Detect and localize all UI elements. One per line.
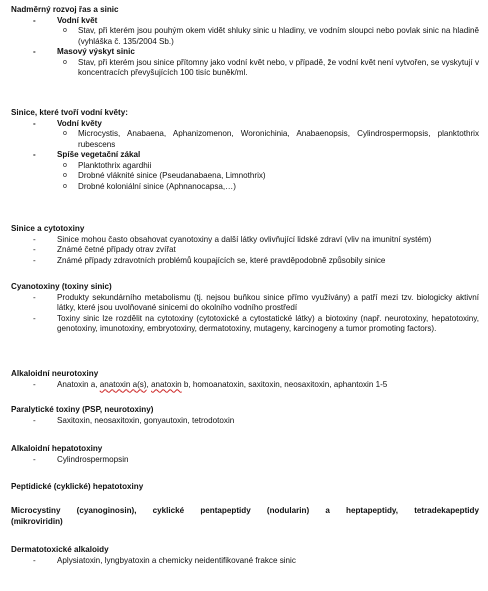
section-dermatotoxicke-alkaloidy: [11, 545, 479, 566]
dash-bullet: -: [33, 150, 36, 159]
dash-bullet: -: [33, 454, 36, 464]
list-item: - Vodní květy: [33, 118, 102, 128]
section-heading: Sinice, které tvoří vodní květy:: [11, 108, 128, 117]
section-microcystiny: [11, 506, 479, 527]
list-item: o Drobné koloniální sinice (Aphnanocapsa,…): [63, 181, 236, 191]
dash-bullet: -: [33, 415, 36, 425]
spellcheck-word: anatoxin: [151, 379, 182, 389]
list-item: - Známé případy zdravotních problémů koupajících se, které pravděpodobně způsobily sinice: [33, 255, 386, 265]
list-item: o Planktothrix agardhii: [63, 160, 152, 170]
dash-bullet: -: [33, 555, 36, 565]
spellcheck-word: anatoxin a(s): [99, 379, 147, 389]
section-peptidicke-hepatotoxiny: [11, 482, 479, 493]
list-item: o Drobné vláknité sinice (Pseudanabaena, Limnothrix): [63, 171, 266, 180]
section-nadmerny-rozvoj: [11, 5, 479, 79]
list-item: o Stav, při kterém jsou sinice přítomny jako vodní květ nebo, v případě, že vodní květ není vytvořen, se vyskytují v koncentracích převyšujících 100 tisíc buněk/ml.: [63, 57, 479, 77]
dash-bullet: -: [33, 313, 36, 323]
list-item: - Známé četné případy otrav zvířat: [33, 245, 176, 254]
list-item: - Toxiny sinic lze rozdělit na cytotoxiny (cytotoxické a cytostatické látky) a biotoxiny (např. neurotoxiny, hepatotoxiny, genotoxiny, imunotoxiny, embryotoxiny, dermatotoxiny, mutageny, karcinogeny a tumor promoting factors).: [33, 313, 479, 333]
section-heading-continued: (mikroviridin): [11, 516, 63, 526]
list-item: - Aplysiatoxin, lyngbyatoxin a chemicky neidentifikované frakce sinic: [33, 555, 296, 565]
dash-bullet: -: [33, 245, 36, 254]
list-item: - Vodní květ: [33, 15, 98, 25]
section-heading: Peptidické (cyklické) hepatotoxiny: [11, 482, 144, 491]
section-alkaloidni-hepatotoxiny: [11, 444, 479, 465]
circle-bullet: o: [63, 58, 67, 66]
circle-bullet: o: [63, 130, 67, 137]
section-paralyticke-toxiny: [11, 405, 479, 426]
dash-bullet: -: [33, 234, 36, 244]
section-heading: Cyanotoxiny (toxiny sinic): [11, 282, 112, 291]
section-alkaloidni-neurotoxiny: [11, 369, 479, 390]
list-item: o Stav, při kterém jsou pouhým okem vidět shluky sinic u hladiny, ve vodním sloupci nebo povlak sinic na hladině (vyhláška č. 135/2004 Sb.): [63, 26, 479, 46]
list-item: - Anatoxin a, anatoxin a(s), anatoxin b, homoanatoxin, saxitoxin, neosaxitoxin, aphantoxin 1-5: [33, 379, 388, 389]
dash-bullet: -: [33, 118, 36, 128]
dash-bullet: -: [33, 292, 36, 302]
list-item: - Cylindrospermopsin: [33, 454, 129, 464]
circle-bullet: o: [63, 182, 67, 190]
circle-bullet: o: [63, 27, 67, 34]
list-item: - Spíše vegetační zákal: [33, 150, 141, 159]
section-heading: Paralytické toxiny (PSP, neurotoxiny): [11, 405, 154, 414]
section-heading: Alkaloidní hepatotoxiny: [11, 444, 103, 453]
section-heading: Alkaloidní neurotoxiny: [11, 369, 99, 378]
section-sinice-cytotoxiny: [11, 224, 479, 266]
section-heading: Sinice a cytotoxiny: [11, 224, 85, 233]
section-cyanotoxiny: [11, 282, 479, 335]
list-item: o Microcystis, Anabaena, Aphanizomenon, Woronichinia, Anabaenopsis, Cylindrospermopsis, planktothrix rubescens: [63, 129, 479, 149]
circle-bullet: o: [63, 172, 67, 179]
section-heading: Nadměrný rozvoj řas a sinic: [11, 5, 119, 14]
list-item: - Produkty sekundárního metabolismu (tj. nejsou buňkou sinice přímo využívány) a patří mezi tzv. biologicky aktivní látky, které jsou uvolňované sinicemi do okolního vodního prostředí: [33, 292, 479, 312]
section-sinice-vodni-kvety: [11, 108, 479, 192]
circle-bullet: o: [63, 161, 67, 169]
section-heading: Microcystiny (cyanoginosin), cyklické pentapeptidy (nodularin) a heptapeptidy, tetradekapeptidy: [11, 506, 479, 515]
list-item: - Masový výskyt sinic: [33, 47, 135, 56]
list-item: - Saxitoxin, neosaxitoxin, gonyautoxin, tetrodotoxin: [33, 415, 235, 425]
section-heading: Dermatotoxické alkaloidy: [11, 545, 109, 554]
list-item: - Sinice mohou často obsahovat cyanotoxiny a další látky ovlivňující lidské zdraví (vliv na imunitní systém): [33, 234, 432, 244]
dash-bullet: -: [33, 255, 36, 265]
dash-bullet: -: [33, 15, 36, 25]
dash-bullet: -: [33, 379, 36, 389]
dash-bullet: -: [33, 47, 36, 56]
